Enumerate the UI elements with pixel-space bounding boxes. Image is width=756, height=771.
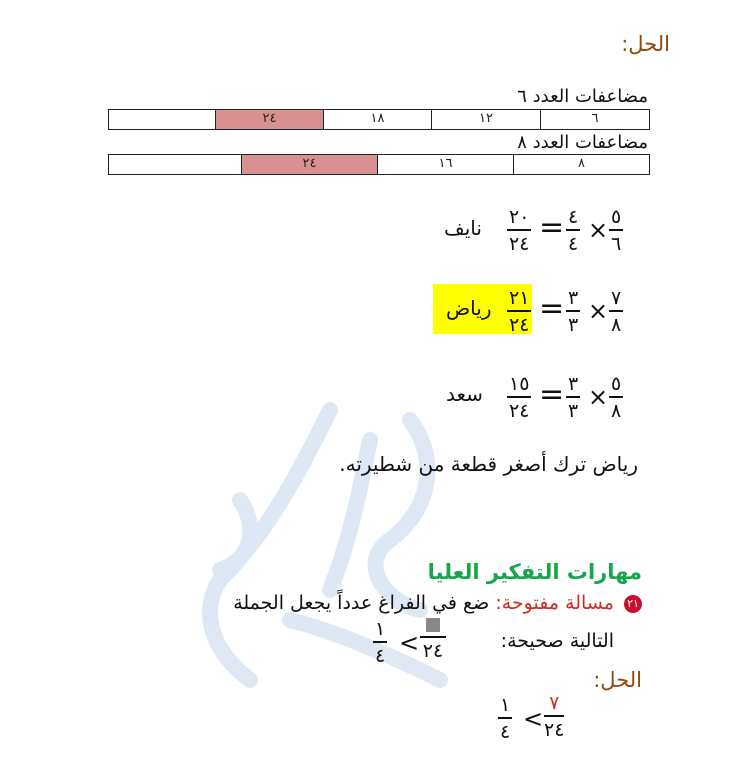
numerator: ١ (500, 694, 511, 716)
multiples-8-cell-highlight: ٢٤ (241, 155, 377, 174)
numerator: ١ (375, 618, 386, 640)
multiples-6-cell-highlight: ٢٤ (215, 110, 323, 129)
fraction-bar (420, 636, 446, 638)
denominator: ٢٤ (422, 640, 444, 662)
fraction-bar (609, 310, 623, 312)
denominator: ٣ (568, 314, 579, 336)
equals-operator: = (539, 210, 565, 245)
equation-1-result (507, 206, 531, 255)
denominator: ٦ (611, 233, 622, 255)
denominator: ٢٤ (509, 400, 530, 422)
multiples-8-title: مضاعفات العدد ٨ (517, 132, 648, 153)
fraction-bar (566, 229, 580, 231)
conclusion-sentence: رياض ترك أصغر قطعة من شطيرته. (339, 452, 638, 476)
equation-1-fraction-1 (609, 206, 623, 255)
numerator: ٢١ (509, 287, 530, 309)
fraction-bar (507, 396, 531, 398)
problem-text-1: ضع في الفراغ عدداً يجعل الجملة (233, 592, 490, 614)
question-number-badge: ٢١ (624, 595, 642, 613)
denominator: ٤ (568, 233, 579, 255)
multiples-8-cell: ٨ (513, 155, 649, 174)
answer-label: الحل: (593, 668, 642, 692)
numerator: ١٥ (509, 373, 530, 395)
equals-operator: = (539, 291, 565, 326)
equation-3-fraction-1 (609, 373, 623, 422)
equation-3-result (507, 373, 531, 422)
denominator: ٨ (611, 400, 622, 422)
fraction-bar (609, 396, 623, 398)
numerator: ٥ (611, 373, 622, 395)
numerator: ٣ (568, 373, 579, 395)
multiples-6-cell-empty (109, 110, 215, 129)
denominator: ٣ (568, 400, 579, 422)
numerator: ٣ (568, 287, 579, 309)
problem-fraction-blank (420, 614, 446, 662)
equals-operator: = (539, 377, 565, 412)
hots-heading: مهارات التفكير العليا (427, 560, 642, 584)
numerator: ٧ (611, 287, 622, 309)
fraction-bar (566, 396, 580, 398)
fraction-bar (566, 310, 580, 312)
numerator: ٧ (549, 692, 560, 714)
fraction-bar (544, 715, 564, 717)
numerator: ٥ (611, 206, 622, 228)
multiples-6-cell: ١٨ (323, 110, 431, 129)
multiples-6-row (108, 109, 650, 130)
numerator: ٤ (568, 206, 579, 228)
multiples-6-title: مضاعفات العدد ٦ (517, 86, 648, 107)
answer-fraction-left (544, 692, 564, 741)
equation-2-fraction-2 (566, 287, 580, 336)
denominator: ٢٤ (509, 314, 530, 336)
fraction-bar (609, 229, 623, 231)
equation-2-fraction-1 (609, 287, 623, 336)
equation-1-name: نايف (444, 216, 482, 240)
denominator: ٢٤ (544, 719, 565, 741)
fraction-bar (498, 717, 512, 719)
less-than-operator: < (523, 705, 544, 733)
fraction-bar (507, 310, 531, 312)
solution-label: الحل: (621, 32, 670, 56)
less-than-operator: < (399, 629, 420, 657)
denominator: ٤ (500, 721, 511, 743)
times-operator: × (588, 297, 609, 325)
denominator: ٢٤ (509, 233, 530, 255)
blank-square-icon (426, 618, 440, 632)
numerator: ٢٠ (509, 206, 530, 228)
answer-fraction-right (498, 694, 512, 743)
times-operator: × (588, 383, 609, 411)
fraction-bar (507, 229, 531, 231)
problem-line-1 (233, 592, 642, 614)
equation-1-fraction-2 (566, 206, 580, 255)
open-question-label: مسالة مفتوحة: (495, 592, 614, 614)
fraction-bar (373, 641, 387, 643)
equation-3-name: سعد (446, 382, 483, 406)
problem-line-2: التالية صحيحة: (500, 630, 614, 652)
equation-2-result (507, 287, 531, 336)
equation-3-fraction-2 (566, 373, 580, 422)
multiples-8-row (108, 154, 650, 175)
problem-fraction-right (373, 618, 387, 667)
equation-2-name-highlighted: رياض (446, 296, 492, 320)
times-operator: × (588, 216, 609, 244)
denominator: ٨ (611, 314, 622, 336)
denominator: ٤ (375, 645, 386, 667)
multiples-8-cell: ١٦ (377, 155, 513, 174)
multiples-8-cell-empty (109, 155, 241, 174)
multiples-6-cell: ١٢ (431, 110, 540, 129)
watermark-logo (180, 380, 510, 720)
multiples-6-cell: ٦ (540, 110, 649, 129)
